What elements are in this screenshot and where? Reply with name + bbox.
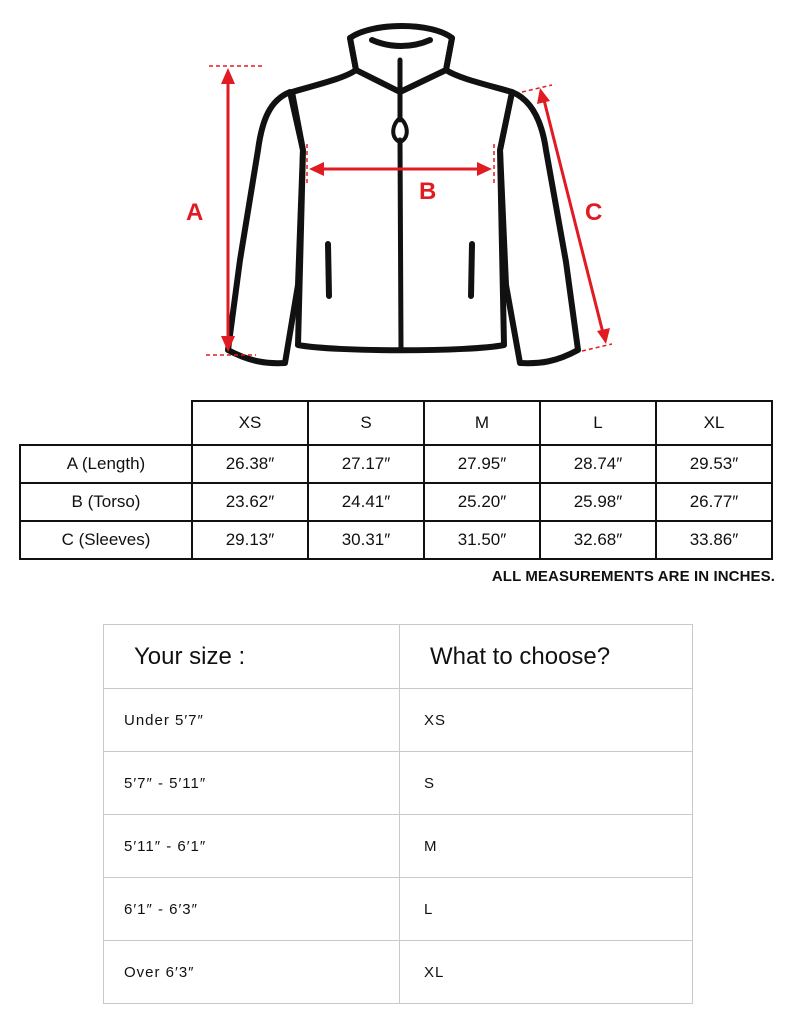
dimension-c-label: C — [585, 199, 603, 226]
guide-row — [104, 689, 693, 752]
jacket-diagram — [0, 0, 800, 380]
measurement-table — [19, 400, 773, 560]
guide-size: M — [400, 815, 693, 878]
guide-height: Under 5′7″ — [104, 689, 400, 752]
guide-size: L — [400, 878, 693, 941]
guide-height: 5′7″ - 5′11″ — [104, 752, 400, 815]
table-corner — [20, 401, 192, 445]
table-row-torso — [20, 483, 772, 521]
table-cell: 29.13″ — [192, 521, 308, 559]
table-cell: 33.86″ — [656, 521, 772, 559]
table-cell: 25.20″ — [424, 483, 540, 521]
guide-header-what-to-choose: What to choose? — [400, 625, 693, 689]
guide-size: S — [400, 752, 693, 815]
table-cell: 31.50″ — [424, 521, 540, 559]
guide-row — [104, 815, 693, 878]
table-cell: 28.74″ — [540, 445, 656, 483]
guide-header-your-size: Your size : — [104, 625, 400, 689]
size-header-m: M — [424, 401, 540, 445]
guide-height: 5′11″ - 6′1″ — [104, 815, 400, 878]
table-cell: 25.98″ — [540, 483, 656, 521]
dimension-b-label: B — [419, 178, 437, 205]
guide-header-row — [104, 625, 693, 689]
row-label: B (Torso) — [20, 483, 192, 521]
table-cell: 24.41″ — [308, 483, 424, 521]
guide-row — [104, 752, 693, 815]
table-cell: 29.53″ — [656, 445, 772, 483]
size-header-row — [20, 401, 772, 445]
guide-row — [104, 941, 693, 1004]
dimension-a-label: A — [186, 199, 204, 226]
size-header-l: L — [540, 401, 656, 445]
guide-height: Over 6′3″ — [104, 941, 400, 1004]
guide-size: XS — [400, 689, 693, 752]
table-cell: 23.62″ — [192, 483, 308, 521]
size-header-xs: XS — [192, 401, 308, 445]
size-guide-table — [103, 624, 693, 1004]
table-cell: 30.31″ — [308, 521, 424, 559]
size-header-s: S — [308, 401, 424, 445]
units-note: ALL MEASUREMENTS ARE IN INCHES. — [491, 568, 775, 585]
table-cell: 32.68″ — [540, 521, 656, 559]
table-row-length — [20, 445, 772, 483]
size-header-xl: XL — [656, 401, 772, 445]
row-label: C (Sleeves) — [20, 521, 192, 559]
table-cell: 27.17″ — [308, 445, 424, 483]
guide-size: XL — [400, 941, 693, 1004]
table-row-sleeves — [20, 521, 772, 559]
guide-height: 6′1″ - 6′3″ — [104, 878, 400, 941]
table-cell: 27.95″ — [424, 445, 540, 483]
row-label: A (Length) — [20, 445, 192, 483]
table-cell: 26.38″ — [192, 445, 308, 483]
guide-row — [104, 878, 693, 941]
table-cell: 26.77″ — [656, 483, 772, 521]
